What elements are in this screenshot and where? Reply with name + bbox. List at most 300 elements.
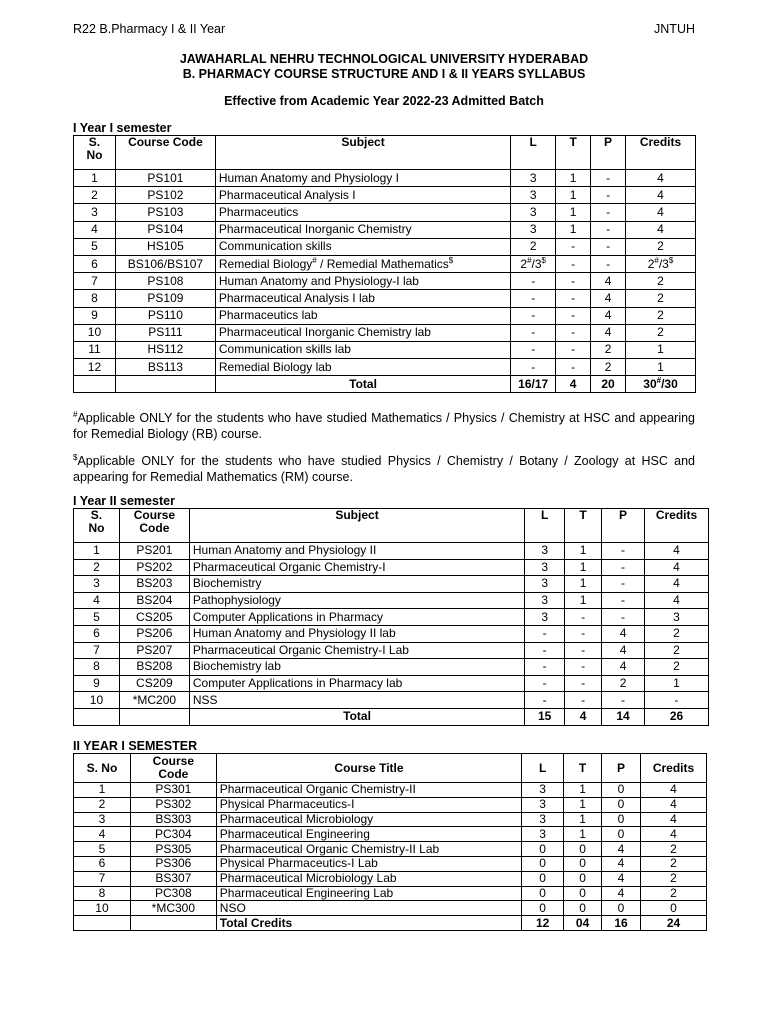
row-course-code: PS302 [130, 797, 216, 812]
row-sno: 2 [74, 797, 131, 812]
row-subject: Pharmaceutical Engineering Lab [216, 886, 521, 901]
row-subject: Pathophysiology [189, 592, 524, 609]
row-p: 4 [591, 307, 626, 324]
row-subject: NSO [216, 901, 521, 916]
row-credits: 1 [626, 341, 696, 358]
col-l: L [522, 754, 564, 783]
note-remedial-mathematics: $Applicable ONLY for the students who have studied Physics / Chemistry / Botany / Zoology at HSC and appearing for Remedial Mathematics (RM) course. [73, 452, 695, 484]
row-credits: 4 [640, 812, 706, 827]
row-l: 3 [522, 827, 564, 842]
total-credits: 30#/30 [626, 376, 696, 393]
table-row [74, 238, 696, 255]
row-p: 4 [602, 642, 645, 659]
sem3-header-row [74, 754, 707, 783]
row-sno: 7 [74, 871, 131, 886]
row-sno: 5 [74, 238, 116, 255]
row-p: - [602, 576, 645, 593]
col-l: L [525, 509, 565, 543]
row-credits: 3 [645, 609, 709, 626]
row-credits: 4 [640, 797, 706, 812]
table-row [74, 692, 709, 709]
row-subject: Human Anatomy and Physiology II lab [189, 625, 524, 642]
row-t: - [556, 255, 591, 272]
row-l: - [525, 642, 565, 659]
row-course-code: PS110 [115, 307, 215, 324]
row-t: 0 [564, 871, 602, 886]
row-subject: Pharmaceutical Microbiology [216, 812, 521, 827]
row-p: 4 [602, 886, 641, 901]
row-l: - [511, 341, 556, 358]
row-subject: Pharmaceutical Organic Chemistry-I Lab [189, 642, 524, 659]
row-sno: 8 [74, 886, 131, 901]
row-p: 4 [602, 842, 641, 857]
note-remedial-biology: #Applicable ONLY for the students who have studied Mathematics / Physics / Chemistry at HSC and appearing for Remedial Biology (RB) course. [73, 409, 695, 441]
row-l: 3 [511, 204, 556, 221]
row-t: - [556, 359, 591, 376]
row-p: - [591, 204, 626, 221]
col-t: T [565, 509, 602, 543]
row-course-code: BS204 [119, 592, 189, 609]
col-course-code: Course Code [115, 136, 215, 170]
table-row [74, 609, 709, 626]
row-l: 3 [525, 543, 565, 560]
total-label: Total [189, 708, 524, 725]
row-sno: 4 [74, 221, 116, 238]
table-row [74, 901, 707, 916]
row-credits: 2 [640, 842, 706, 857]
row-subject: Pharmaceutical Engineering [216, 827, 521, 842]
total-l: 16/17 [511, 376, 556, 393]
row-l: - [525, 625, 565, 642]
row-sno: 7 [74, 273, 116, 290]
col-p: P [602, 754, 641, 783]
row-sno: 5 [74, 842, 131, 857]
table-row [74, 543, 709, 560]
row-subject: Computer Applications in Pharmacy [189, 609, 524, 626]
row-p: - [591, 221, 626, 238]
total-t: 4 [565, 708, 602, 725]
table-row [74, 204, 696, 221]
row-l: 0 [522, 886, 564, 901]
row-sno: 3 [74, 576, 120, 593]
row-credits: 4 [626, 221, 696, 238]
row-l: 3 [525, 576, 565, 593]
col-subject: Course Title [216, 754, 521, 783]
row-p: 2 [591, 359, 626, 376]
table-row [74, 576, 709, 593]
header-left: R22 B.Pharmacy I & II Year [73, 22, 226, 36]
row-p: 4 [591, 273, 626, 290]
row-l: - [511, 359, 556, 376]
row-p: 0 [602, 827, 641, 842]
table-row [74, 797, 707, 812]
row-course-code: PS103 [115, 204, 215, 221]
table-row [74, 886, 707, 901]
row-subject: Pharmaceutical Organic Chemistry-I [189, 559, 524, 576]
row-sno: 6 [74, 856, 131, 871]
sem2-header-row [74, 509, 709, 543]
row-sno: 10 [74, 901, 131, 916]
sem1-header-row [74, 136, 696, 170]
row-credits: 4 [626, 187, 696, 204]
row-credits: 4 [645, 543, 709, 560]
table-row [74, 187, 696, 204]
row-course-code: *MC200 [119, 692, 189, 709]
row-credits: 4 [640, 827, 706, 842]
row-course-code: BS303 [130, 812, 216, 827]
row-subject: Computer Applications in Pharmacy lab [189, 675, 524, 692]
row-p: - [591, 238, 626, 255]
row-credits: 4 [645, 559, 709, 576]
row-p: - [602, 692, 645, 709]
row-subject: NSS [189, 692, 524, 709]
total-l: 15 [525, 708, 565, 725]
row-l: - [525, 659, 565, 676]
row-sno: 4 [74, 592, 120, 609]
row-l: 3 [522, 797, 564, 812]
row-t: - [556, 238, 591, 255]
running-header [73, 22, 695, 38]
sem2-total-row [74, 708, 709, 725]
row-subject: Biochemistry lab [189, 659, 524, 676]
row-t: - [556, 324, 591, 341]
total-label: Total [215, 376, 510, 393]
row-credits: 4 [645, 592, 709, 609]
row-course-code: PS306 [130, 856, 216, 871]
total-credits: 26 [645, 708, 709, 725]
row-course-code: PS104 [115, 221, 215, 238]
table-row [74, 341, 696, 358]
row-subject: Communication skills lab [215, 341, 510, 358]
row-credits: 2 [640, 886, 706, 901]
row-credits: 1 [645, 675, 709, 692]
row-course-code: PS206 [119, 625, 189, 642]
row-sno: 8 [74, 290, 116, 307]
row-subject: Pharmaceutical Analysis I lab [215, 290, 510, 307]
total-p: 14 [602, 708, 645, 725]
row-course-code: PS102 [115, 187, 215, 204]
row-l: - [525, 675, 565, 692]
row-credits: 4 [640, 783, 706, 798]
row-course-code: BS307 [130, 871, 216, 886]
row-course-code: BS113 [115, 359, 215, 376]
total-t: 04 [564, 916, 602, 931]
row-t: 0 [564, 901, 602, 916]
sem3-table [73, 753, 707, 931]
table-row [74, 290, 696, 307]
row-t: 1 [556, 221, 591, 238]
row-t: 1 [564, 812, 602, 827]
row-t: 1 [565, 592, 602, 609]
row-p: 0 [602, 783, 641, 798]
row-subject: Physical Pharmaceutics-I Lab [216, 856, 521, 871]
row-l: 3 [511, 221, 556, 238]
row-p: - [602, 592, 645, 609]
row-l: 2#/3$ [511, 255, 556, 272]
row-sno: 9 [74, 307, 116, 324]
sem1-total-row [74, 376, 696, 393]
row-subject: Pharmaceutical Inorganic Chemistry lab [215, 324, 510, 341]
row-sno: 4 [74, 827, 131, 842]
row-course-code: PS109 [115, 290, 215, 307]
table-row [74, 856, 707, 871]
row-t: - [556, 290, 591, 307]
table-row [74, 170, 696, 187]
table-row [74, 359, 696, 376]
row-sno: 6 [74, 625, 120, 642]
col-credits: Credits [645, 509, 709, 543]
title-line-2: B. PHARMACY COURSE STRUCTURE AND I & II YEARS SYLLABUS [182, 67, 586, 81]
effective-line: Effective from Academic Year 2022-23 Admitted Batch [224, 94, 544, 108]
row-t: 1 [565, 576, 602, 593]
row-credits: 4 [626, 170, 696, 187]
row-l: - [511, 324, 556, 341]
row-t: 1 [564, 783, 602, 798]
row-course-code: HS105 [115, 238, 215, 255]
row-course-code: PS101 [115, 170, 215, 187]
col-p: P [591, 136, 626, 170]
row-t: 1 [556, 187, 591, 204]
col-t: T [556, 136, 591, 170]
table-row [74, 592, 709, 609]
row-credits: 2#/3$ [626, 255, 696, 272]
col-course-code: Course Code [130, 754, 216, 783]
sem1-table [73, 135, 696, 393]
col-l: L [511, 136, 556, 170]
row-course-code: BS208 [119, 659, 189, 676]
row-course-code: HS112 [115, 341, 215, 358]
row-p: - [602, 559, 645, 576]
total-p: 16 [602, 916, 641, 931]
total-label: Total Credits [216, 916, 521, 931]
row-t: 1 [565, 543, 602, 560]
row-t: 1 [556, 170, 591, 187]
row-sno: 3 [74, 812, 131, 827]
row-l: 3 [525, 592, 565, 609]
row-course-code: PC308 [130, 886, 216, 901]
row-p: 4 [591, 290, 626, 307]
table-row [74, 273, 696, 290]
table-row [74, 559, 709, 576]
col-credits: Credits [626, 136, 696, 170]
row-course-code: PS111 [115, 324, 215, 341]
row-course-code: PS305 [130, 842, 216, 857]
col-sno: S. No [74, 754, 131, 783]
row-credits: 1 [626, 359, 696, 376]
row-subject: Pharmaceutical Microbiology Lab [216, 871, 521, 886]
row-subject: Biochemistry [189, 576, 524, 593]
row-subject: Communication skills [215, 238, 510, 255]
row-l: 3 [511, 170, 556, 187]
row-subject: Human Anatomy and Physiology I [215, 170, 510, 187]
table-row [74, 255, 696, 272]
row-l: 0 [522, 871, 564, 886]
row-l: - [511, 273, 556, 290]
row-l: 0 [522, 856, 564, 871]
row-sno: 2 [74, 559, 120, 576]
total-credits: 24 [640, 916, 706, 931]
row-t: - [565, 692, 602, 709]
row-credits: 2 [645, 625, 709, 642]
row-course-code: *MC300 [130, 901, 216, 916]
sem1-title: I Year I semester [73, 121, 172, 135]
row-credits: 4 [645, 576, 709, 593]
row-course-code: PS207 [119, 642, 189, 659]
row-t: 1 [564, 827, 602, 842]
row-p: - [602, 609, 645, 626]
table-row [74, 307, 696, 324]
row-l: 0 [522, 901, 564, 916]
col-subject: Subject [189, 509, 524, 543]
total-t: 4 [556, 376, 591, 393]
row-p: 2 [591, 341, 626, 358]
row-subject: Pharmaceutical Inorganic Chemistry [215, 221, 510, 238]
row-subject: Pharmaceutics [215, 204, 510, 221]
row-t: - [565, 609, 602, 626]
row-subject: Pharmaceutical Analysis I [215, 187, 510, 204]
row-t: - [565, 675, 602, 692]
row-t: - [565, 625, 602, 642]
row-sno: 7 [74, 642, 120, 659]
col-p: P [602, 509, 645, 543]
table-row [74, 324, 696, 341]
sem3-total-row [74, 916, 707, 931]
row-l: 3 [522, 812, 564, 827]
row-course-code: CS209 [119, 675, 189, 692]
row-sno: 10 [74, 324, 116, 341]
row-t: 1 [556, 204, 591, 221]
row-course-code: PS202 [119, 559, 189, 576]
row-sno: 2 [74, 187, 116, 204]
row-l: 3 [525, 559, 565, 576]
row-credits: 2 [626, 273, 696, 290]
row-sno: 5 [74, 609, 120, 626]
row-sno: 1 [74, 170, 116, 187]
row-subject: Remedial Biology# / Remedial Mathematics$ [215, 255, 510, 272]
row-l: 3 [522, 783, 564, 798]
row-sno: 9 [74, 675, 120, 692]
row-subject: Human Anatomy and Physiology-I lab [215, 273, 510, 290]
row-t: - [565, 642, 602, 659]
row-credits: 2 [645, 642, 709, 659]
col-sno: S. No [74, 509, 120, 543]
table-row [74, 827, 707, 842]
row-l: 3 [511, 187, 556, 204]
row-p: 0 [602, 797, 641, 812]
row-course-code: PS108 [115, 273, 215, 290]
row-p: 0 [602, 812, 641, 827]
row-credits: 2 [640, 856, 706, 871]
row-p: 4 [602, 659, 645, 676]
row-sno: 12 [74, 359, 116, 376]
header-right: JNTUH [654, 22, 695, 36]
row-p: - [602, 543, 645, 560]
row-course-code: PS301 [130, 783, 216, 798]
row-sno: 8 [74, 659, 120, 676]
col-t: T [564, 754, 602, 783]
row-subject: Physical Pharmaceutics-I [216, 797, 521, 812]
row-p: 4 [591, 324, 626, 341]
row-l: 3 [525, 609, 565, 626]
row-t: - [565, 659, 602, 676]
row-p: 2 [602, 675, 645, 692]
row-p: 4 [602, 856, 641, 871]
table-row [74, 675, 709, 692]
row-subject: Pharmaceutics lab [215, 307, 510, 324]
row-t: 0 [564, 886, 602, 901]
row-t: - [556, 273, 591, 290]
row-course-code: PS201 [119, 543, 189, 560]
row-l: 2 [511, 238, 556, 255]
row-credits: 2 [626, 307, 696, 324]
row-subject: Pharmaceutical Organic Chemistry-II [216, 783, 521, 798]
row-sno: 3 [74, 204, 116, 221]
table-row [74, 871, 707, 886]
row-t: - [556, 341, 591, 358]
row-p: - [591, 255, 626, 272]
row-l: 0 [522, 842, 564, 857]
total-l: 12 [522, 916, 564, 931]
row-credits: 0 [640, 901, 706, 916]
col-credits: Credits [640, 754, 706, 783]
row-l: - [525, 692, 565, 709]
sem2-table [73, 508, 709, 726]
row-credits: 2 [626, 324, 696, 341]
row-subject: Remedial Biology lab [215, 359, 510, 376]
row-subject: Human Anatomy and Physiology II [189, 543, 524, 560]
row-credits: 4 [626, 204, 696, 221]
row-p: - [591, 187, 626, 204]
table-row [74, 842, 707, 857]
table-row [74, 642, 709, 659]
row-credits: 2 [645, 659, 709, 676]
row-sno: 1 [74, 783, 131, 798]
university-title [0, 52, 768, 82]
row-t: - [556, 307, 591, 324]
row-sno: 11 [74, 341, 116, 358]
title-line-1: JAWAHARLAL NEHRU TECHNOLOGICAL UNIVERSITY HYDERABAD [179, 52, 589, 66]
row-p: 0 [602, 901, 641, 916]
row-p: 4 [602, 625, 645, 642]
row-credits: - [645, 692, 709, 709]
row-l: - [511, 290, 556, 307]
row-t: 1 [565, 559, 602, 576]
row-subject: Pharmaceutical Organic Chemistry-II Lab [216, 842, 521, 857]
sem2-title: I Year II semester [73, 494, 175, 508]
row-sno: 10 [74, 692, 120, 709]
total-p: 20 [591, 376, 626, 393]
row-course-code: PC304 [130, 827, 216, 842]
row-p: - [591, 170, 626, 187]
row-t: 0 [564, 842, 602, 857]
row-credits: 2 [640, 871, 706, 886]
row-credits: 2 [626, 290, 696, 307]
col-sno: S. No [74, 136, 116, 170]
col-course-code: Course Code [119, 509, 189, 543]
col-subject: Subject [215, 136, 510, 170]
row-t: 0 [564, 856, 602, 871]
row-sno: 6 [74, 255, 116, 272]
row-course-code: BS203 [119, 576, 189, 593]
table-row [74, 625, 709, 642]
table-row [74, 783, 707, 798]
sem3-title: II YEAR I SEMESTER [73, 739, 198, 753]
table-row [74, 221, 696, 238]
table-row [74, 659, 709, 676]
row-course-code: CS205 [119, 609, 189, 626]
row-t: 1 [564, 797, 602, 812]
row-l: - [511, 307, 556, 324]
